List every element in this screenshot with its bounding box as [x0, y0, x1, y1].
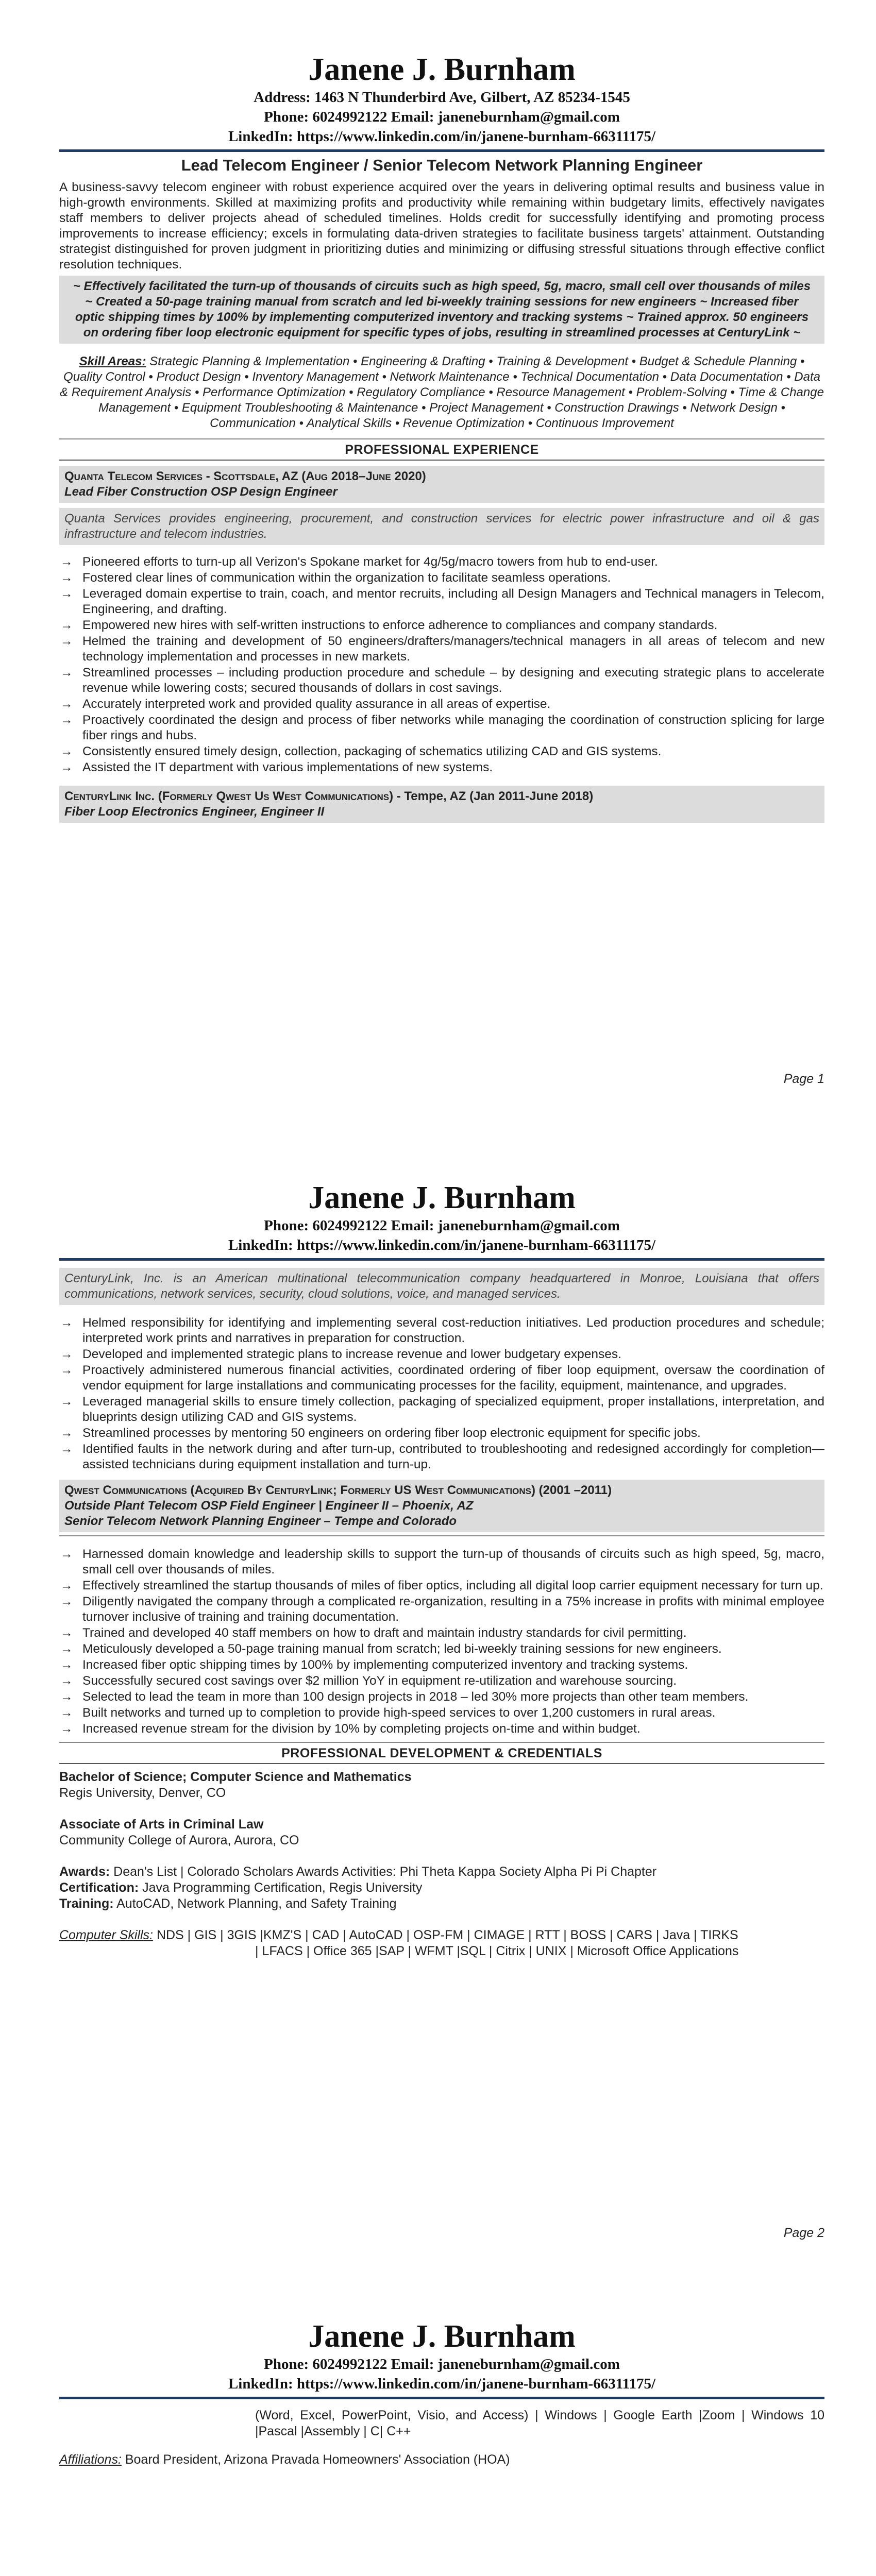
skill-areas-text: Strategic Planning & Implementation • Engineering & Drafting • Training & Development • Budget & Schedule Planning • Quality Control • Product Design • Inventory Management • Network Maintenance • Technical Documentation • Data Documentation • Data & Requirement Analysis • Performance Optimization • Regulatory Compliance • Resource Management • Problem-Solving • Time & Change Management • Equipment Troubleshooting & Maintenance • Project Management • Construction Drawings • Network Design • Communication • Analytical Skills • Revenue Optimization • Continuous Improvement [60, 354, 824, 430]
list-item: → Harnessed domain knowledge and leadership skills to support the turn-up of thousands of circuits such as high speed, 5g, macro, small cell over thousands of miles. [60, 1547, 824, 1577]
list-item: → Fostered clear lines of communication within the organization to facilitate seamless operations. [60, 571, 611, 585]
arrow-icon: → [60, 571, 73, 585]
job-title: Lead Fiber Construction OSP Design Engineer [64, 485, 338, 499]
skill-areas-label: Skill Areas: [79, 354, 146, 368]
list-item: → Leveraged managerial skills to ensure timely collection, packaging of specialized equipment, proper installations, interpretation, and blueprints design utilizing CAD and GIS systems. [60, 1395, 824, 1424]
job-title: Senior Telecom Network Planning Engineer – Tempe and Colorado [64, 1514, 457, 1528]
arrow-icon: → [60, 1674, 73, 1688]
job-bullets-quanta [59, 554, 824, 775]
headline: Lead Telecom Engineer / Senior Telecom Network Planning Engineer [181, 156, 703, 174]
list-item: → Successfully secured cost savings over $2 million YoY in equipment re-utilization and warehouse sourcing. [60, 1674, 677, 1688]
arrow-icon: → [60, 1442, 73, 1456]
arrow-icon: → [60, 1722, 73, 1736]
list-item: → Leveraged domain expertise to train, coach, and mentor recruits, including all Design Managers and Technical managers in Telecom, Engineering, and drafting. [60, 587, 824, 616]
section-divider [59, 1742, 824, 1743]
arrow-icon: → [60, 713, 73, 727]
arrow-icon: → [60, 1347, 73, 1361]
skill-areas [59, 354, 824, 431]
arrow-icon: → [60, 587, 73, 601]
summary: A business-savvy telecom engineer with robust experience acquired over the years in delivering optimal results and business value in high-growth environments. Skilled at maximizing profits and productivity while remaining within budgetary limits, effectively navigates staff members to deliver projects ahead of scheduled timelines. Holds credit for successfully identifying and promoting process improvements to increase efficiency; excels in formulating data-driven strategies to facilitate business targets' attainment. Outstanding strategist distinguished for proven judgment in prioritizing duties and minimizing or diffusing stressful situations through effective conflict resolution techniques. [59, 180, 824, 272]
arrow-icon: → [60, 634, 73, 648]
arrow-icon: → [60, 1363, 73, 1377]
list-item: → Consistently ensured timely design, collection, packaging of schematics utilizing CAD and GIS systems. [60, 744, 662, 758]
list-item: → Proactively coordinated the design and process of fiber networks while managing the coordination of construction splicing for large fiber rings and hubs. [60, 713, 824, 742]
arrow-icon: → [60, 1395, 73, 1409]
arrow-icon: → [60, 1316, 73, 1330]
list-item: → Empowered new hires with self-written instructions to enforce adherence to compliances and company standards. [60, 618, 718, 632]
job-header-quanta [59, 466, 824, 503]
arrow-icon: → [60, 760, 73, 774]
list-item: → Identified faults in the network during and after turn-up, contributed to troubleshooting and redesigned accordingly for completion—assisted technicians during equipment installation and turn-up. [60, 1442, 824, 1471]
header-divider [59, 2397, 824, 2399]
list-item: → Streamlined processes – including production procedure and schedule – by designing and executing strategic plans to accelerate revenue while lowering costs; secured thousands of dollars in cost savings. [60, 666, 824, 695]
school-aurora: Community College of Aurora, Aurora, CO [59, 1833, 299, 1848]
arrow-icon: → [60, 1706, 73, 1720]
arrow-icon: → [60, 697, 73, 711]
section-divider [59, 460, 824, 461]
education-section [59, 1769, 824, 1959]
arrow-icon: → [60, 1426, 73, 1440]
list-item: → Proactively administered numerous financial activities, coordinated ordering of fiber loop equipment, oversaw the coordination of vendor equipment for large installations and communicating processes for the facility, equipment, maintenance, and upgrades. [60, 1363, 824, 1393]
arrow-icon: → [60, 1626, 73, 1640]
list-item: → Helmed the training and development of 50 engineers/drafters/managers/technical managers in all areas of telecom and new technology implementation and processes in new markets. [60, 634, 824, 664]
phone-email: Phone: 6024992122 Email: janeneburnham@gmail.com [264, 1217, 620, 1234]
arrow-icon: → [60, 618, 73, 632]
list-item: → Increased revenue stream for the division by 10% by completing projects on-time and within budget. [60, 1722, 641, 1736]
page-number: Page 1 [783, 1072, 824, 1086]
awards: Awards: Dean's List | Colorado Scholars Awards Activities: Phi Theta Kappa Society Alpha Pi Pi Chapter [59, 1865, 657, 1879]
school-regis: Regis University, Denver, CO [59, 1786, 226, 1800]
section-divider [59, 438, 824, 439]
company-name: Quanta Telecom Services - Scottsdale, AZ (Aug 2018–June 2020) [64, 469, 426, 483]
computer-skills-cont: (Word, Excel, PowerPoint, Visio, and Access) | Windows | Google Earth |Zoom | Windows 10 |Pascal |Assembly | C| C++ [255, 2408, 824, 2438]
arrow-icon: → [60, 1690, 73, 1704]
list-item: → Meticulously developed a 50-page training manual from scratch; led bi-weekly training sessions for new engineers. [60, 1642, 722, 1656]
list-item: → Selected to lead the team in more than 100 design projects in 2018 – led 30% more projects than other team members. [60, 1690, 749, 1704]
highlights-box: ~ Effectively facilitated the turn-up of thousands of circuits such as high speed, 5g, macro, small cell over thousands of miles ~ Created a 50-page training manual from scratch and led bi-weekly training sessions for new engineers ~ Increased fiber optic shipping times by 100% by implementing computerized inventory and tracking systems ~ Trained approx. 50 engineers on ordering fiber loop electronic equipment for specific types of jobs, resulting in streamlined processes at CenturyLink ~ [59, 276, 824, 344]
degree-associate: Associate of Arts in Criminal Law [59, 1817, 264, 1832]
certification: Certification: Java Programming Certification, Regis University [59, 1880, 423, 1895]
job-title: Fiber Loop Electronics Engineer, Engineer II [64, 805, 325, 819]
job-title: Outside Plant Telecom OSP Field Engineer | Engineer II – Phoenix, AZ [64, 1499, 474, 1513]
arrow-icon: → [60, 1642, 73, 1656]
job-header-qwest [59, 1480, 824, 1532]
company-name: Qwest Communications (Acquired By CenturyLink; Formerly US West Communications) (2001 –2011) [64, 1483, 612, 1497]
arrow-icon: → [60, 1595, 73, 1608]
degree-bachelor: Bachelor of Science; Computer Science and Mathematics [59, 1770, 412, 1784]
phone-email: Phone: 6024992122 Email: janeneburnham@gmail.com [264, 109, 620, 125]
arrow-icon: → [60, 1547, 73, 1561]
computer-skills-label: Computer Skills: [59, 1928, 153, 1942]
list-item: → Diligently navigated the company through a complicated re-organization, resulting in a 75% increase in profits with minimal employee turnover inclusive of training and training documentation. [60, 1595, 824, 1624]
page-3 [0, 2267, 876, 2576]
company-name: CenturyLink Inc. (Formerly Qwest Us West Communications) [64, 789, 394, 803]
candidate-name: Janene J. Burnham [308, 52, 576, 87]
list-item: → Trained and developed 40 staff members on how to draft and maintain industry standards for civil permitting. [60, 1626, 687, 1640]
candidate-name: Janene J. Burnham [308, 2319, 576, 2354]
page-number: Page 2 [783, 2226, 824, 2240]
list-item: → Assisted the IT department with various implementations of new systems. [60, 760, 493, 774]
experience-title: PROFESSIONAL EXPERIENCE [345, 443, 539, 457]
header-divider [59, 149, 824, 152]
training: Training: AutoCAD, Network Planning, and Safety Training [59, 1896, 397, 1911]
candidate-name: Janene J. Burnham [308, 1180, 576, 1215]
header-divider [59, 1258, 824, 1261]
list-item: → Increased fiber optic shipping times by 100% by implementing computerized inventory and tracking systems. [60, 1658, 688, 1672]
job-bullets-centurylink [59, 1315, 824, 1472]
affiliations: Affiliations: Board President, Arizona Pravada Homeowners' Association (HOA) [59, 2452, 510, 2467]
phone-email: Phone: 6024992122 Email: janeneburnham@gmail.com [264, 2356, 620, 2372]
computer-skills-cont: | LFACS | Office 365 |SAP | WFMT |SQL | Citrix | UNIX | Microsoft Office Applications [255, 1944, 739, 1958]
page-2 [0, 1133, 876, 2267]
arrow-icon: → [60, 744, 73, 758]
linkedin-link[interactable]: LinkedIn: https://www.linkedin.com/in/janene-burnham-66311175/ [228, 2376, 656, 2392]
list-item: → Pioneered efforts to turn-up all Verizon's Spokane market for 4g/5g/macro towers from hub to end-user. [60, 555, 658, 569]
arrow-icon: → [60, 555, 73, 569]
arrow-icon: → [60, 1579, 73, 1592]
list-item: → Built networks and turned up to completion to provide high-speed services to over 1,200 customers in rural areas. [60, 1706, 716, 1720]
company-description: CenturyLink, Inc. is an American multinational telecommunication company headquartered in Monroe, Louisiana that offers communications, network services, security, cloud solutions, voice, and managed services. [59, 1268, 824, 1305]
page-1 [0, 0, 876, 1133]
list-item: → Developed and implemented strategic plans to increase revenue and lower budgetary expenses. [60, 1347, 621, 1361]
arrow-icon: → [60, 1658, 73, 1672]
computer-skills: Computer Skills: NDS | GIS | 3GIS |KMZ'S | CAD | AutoCAD | OSP-FM | CIMAGE | RTT | BOSS | CARS | Java | TIRKS [59, 1928, 738, 1942]
address: Address: 1463 N Thunderbird Ave, Gilbert, AZ 85234-1545 [254, 89, 630, 106]
list-item: → Effectively streamlined the startup thousands of miles of fiber optics, including all digital loop carrier equipment necessary for turn up. [60, 1579, 823, 1592]
section-divider [59, 1535, 824, 1536]
list-item: → Streamlined processes by mentoring 50 engineers on ordering fiber loop electronic equipment for specific jobs. [60, 1426, 701, 1440]
list-item: → Accurately interpreted work and provided quality assurance in all areas of expertise. [60, 697, 551, 711]
arrow-icon: → [60, 666, 73, 680]
linkedin-link[interactable]: LinkedIn: https://www.linkedin.com/in/janene-burnham-66311175/ [228, 128, 656, 145]
company-location-dates: - Tempe, AZ (Jan 2011-June 2018) [393, 789, 594, 803]
education-title: PROFESSIONAL DEVELOPMENT & CREDENTIALS [281, 1746, 602, 1760]
job-header-centurylink [59, 786, 824, 823]
job-bullets-qwest [59, 1547, 824, 1737]
list-item: → Helmed responsibility for identifying and implementing several cost-reduction initiatives. Led production procedures and schedule; interpreted work prints and narratives in preparation for construction. [60, 1316, 824, 1345]
section-divider [59, 1763, 824, 1764]
linkedin-link[interactable]: LinkedIn: https://www.linkedin.com/in/janene-burnham-66311175/ [228, 1237, 656, 1253]
affiliations-label: Affiliations: [59, 2452, 122, 2467]
company-description: Quanta Services provides engineering, procurement, and construction services for electric power infrastructure and oil & gas infrastructure and telecom industries. [59, 508, 824, 545]
